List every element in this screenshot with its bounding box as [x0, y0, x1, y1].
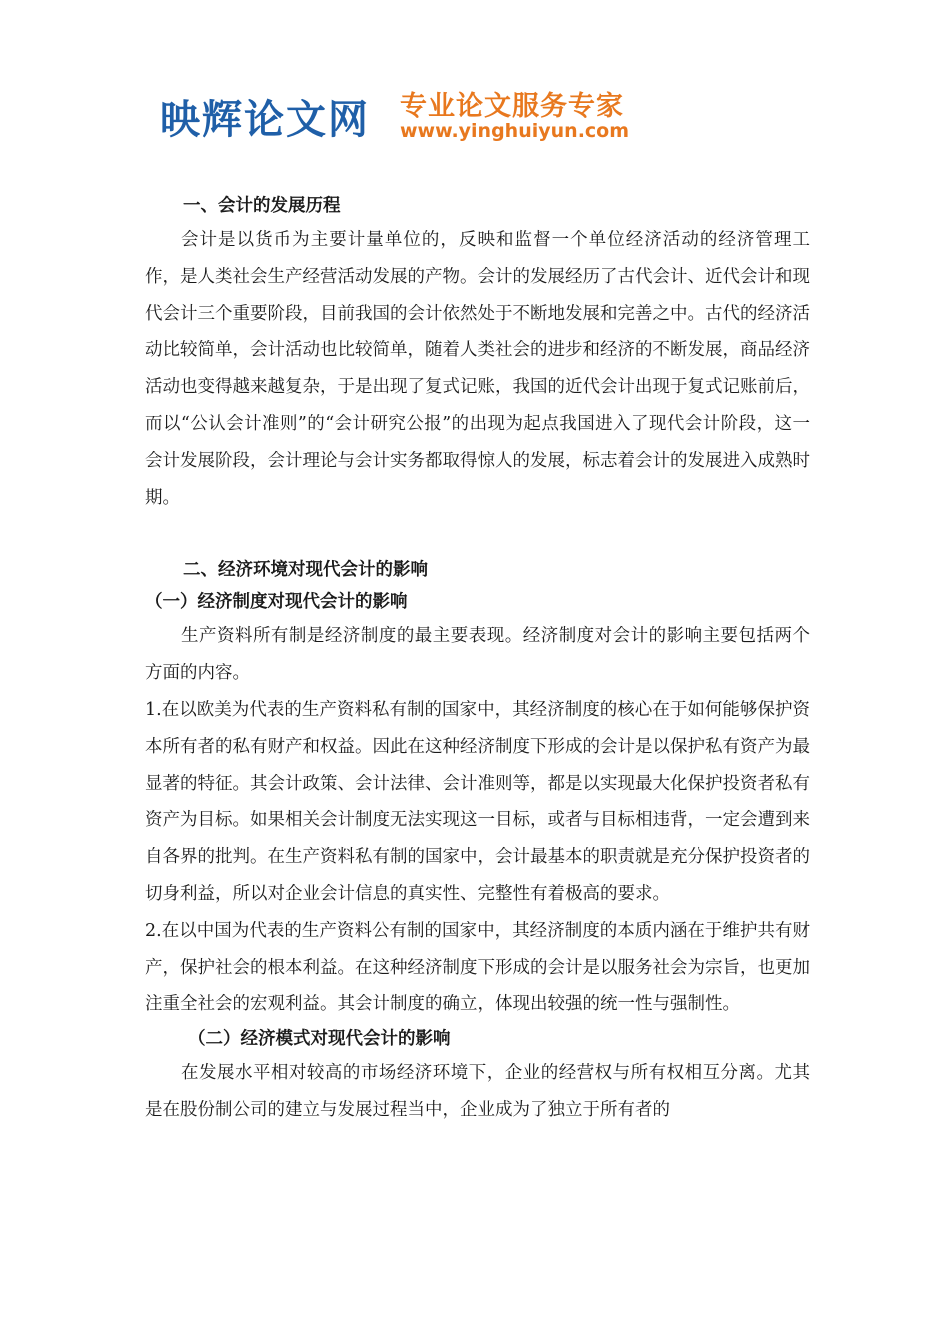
subsection1-item1: 1.在以欧美为代表的生产资料私有制的国家中，其经济制度的核心在于如何能够保护资本所有者的私有财产和权益。因此在这种经济制度下形成的会计是以保护私有资产为最显著的特征。其会计政策、会计法律、会计准则等，都是以实现最大化保护投资者私有资产为目标。如果相关会计制度无法实现这一目标，或者与目标相违背，一定会遭到来自各界的批判。在生产资料私有制的国家中，会计最基本的职责就是充分保护投资者的切身利益，所以对企业会计信息的真实性、完整性有着极高的要求。: [145, 699, 810, 904]
section1-heading: 一、会计的发展历程: [183, 196, 341, 216]
site-logo: 映辉论文网: [160, 97, 370, 143]
site-header: [160, 80, 640, 150]
subsection2-heading: （二）经济模式对现代会计的影响: [188, 1029, 451, 1050]
site-slogan: 专业论文服务专家: [400, 91, 624, 122]
subsection1-item2: 2.在以中国为代表的生产资料公有制的国家中，其经济制度的本质内涵在于维护共有财产，保护社会的根本利益。在这种经济制度下形成的会计是以服务社会为宗旨，也更加注重全社会的宏观利益。其会计制度的确立，体现出较强的统一性与强制性。: [145, 920, 810, 1015]
section-spacer: [145, 516, 810, 554]
document-body: [145, 190, 810, 1129]
subsection1-intro: 生产资料所有制是经济制度的最主要表现。经济制度对会计的影响主要包括两个方面的内容。: [145, 626, 810, 684]
site-url: www.yinghuiyun.com: [400, 120, 630, 142]
subsection1-heading: （一）经济制度对现代会计的影响: [145, 592, 408, 613]
section1-paragraph: 会计是以货币为主要计量单位的，反映和监督一个单位经济活动的经济管理工作，是人类社会生产经营活动发展的产物。会计的发展经历了古代会计、近代会计和现代会计三个重要阶段，目前我国的会计依然处于不断地发展和完善之中。古代的经济活动比较简单，会计活动也比较简单，随着人类社会的进步和经济的不断发展，商品经济活动也变得越来越复杂，于是出现了复式记账，我国的近代会计出现于复式记账前后，而以“公认会计准则”的“会计研究公报”的出现为起点我国进入了现代会计阶段，这一会计发展阶段，会计理论与会计实务都取得惊人的发展，标志着会计的发展进入成熟时期。: [145, 230, 810, 508]
section2-heading: 二、经济环境对现代会计的影响: [183, 560, 428, 581]
subsection2-intro: 在发展水平相对较高的市场经济环境下，企业的经营权与所有权相互分离。尤其是在股份制公司的建立与发展过程当中，企业成为了独立于所有者的: [145, 1063, 810, 1120]
